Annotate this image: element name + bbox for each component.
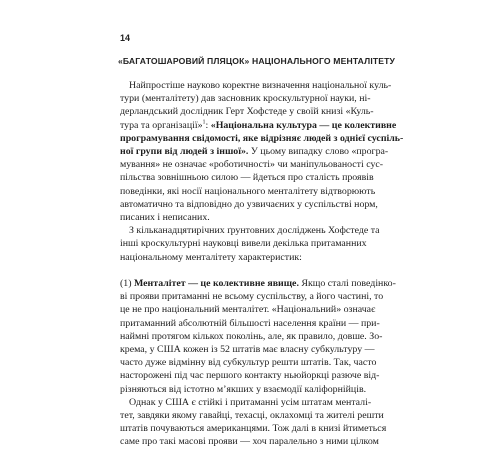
text-run: Якщо сталі поведінко- — [298, 278, 396, 290]
text-line: крема, у США кожен із 52 штатів має власну субкультуру — — [120, 344, 375, 356]
paragraph-definition — [120, 79, 404, 224]
quote-bold: «Національна культура — це колективне — [210, 119, 397, 131]
paragraph-list-item-1 — [120, 277, 396, 449]
text-line: часто дуже відмінну від субкультур решти штатів. Так, часто — [120, 357, 377, 369]
text-line: національному менталітету характеристик: — [120, 251, 302, 263]
text-line: поведінки, які носії національного менталітету відтворюють — [120, 185, 376, 197]
text-run: У цьому випадку слово «програ- — [248, 146, 389, 158]
text-line: автоматично та відповідно до узвичаєних у суспільстві норм, — [120, 198, 378, 210]
list-item-heading: Менталітет — це колективне явище. — [133, 278, 299, 290]
text-line — [120, 277, 396, 290]
text-line: тури (менталітету) дав засновник кроскультурної науки, ні- — [120, 93, 371, 105]
paragraph-characteristics-intro — [120, 224, 382, 264]
text-line: Однак у США є стійкі і притаманні усім штатам менталі- — [129, 396, 372, 408]
quote-bold-line: програмування свідомості, яке відрізняє людей з однієї суспіль- — [120, 132, 404, 144]
text-line: інші кроскультурні науковці вивели декілька притаманних — [120, 238, 367, 250]
text-line — [120, 145, 389, 158]
text-line: насторожені під час першого контакту ньюйоркці разюче від- — [120, 370, 380, 382]
text-line: різняються від істотно м’якших у взаємодії каліфорнійців. — [120, 383, 367, 395]
list-number: (1) — [120, 278, 134, 290]
text-line — [120, 119, 397, 132]
text-line: ві прояви притаманні не всьому суспільству, а його частині, то — [120, 291, 384, 303]
footnote-marker: 1 — [202, 119, 206, 126]
text-line: дерландський дослідник Герт Хофстеде у своїй книзі «Куль- — [120, 106, 374, 118]
text-run: : — [205, 119, 211, 131]
text-line: саме про такі масові прояви — хоч паралельно з ними цілком — [120, 436, 379, 448]
text-line: притаманний абсолютній більшості населення країни — при- — [120, 317, 380, 329]
text-line: писаних і неписаних. — [120, 212, 210, 224]
text-line: мування» не означає «роботичності» чи маніпульованості сус- — [120, 159, 384, 171]
text-line: штатів почуваються американцями. Тож далі в книзі йтиметься — [120, 423, 387, 435]
text-run: тура та організації» — [120, 119, 203, 131]
text-line: наймні протягом кількох поколінь, але, як правило, довше. Зо- — [120, 330, 383, 342]
paragraph-gap — [120, 264, 382, 277]
text-line: З кільканадцятирічних ґрунтовних досліджень Хофстеде та — [129, 225, 380, 237]
text-line: Найпростіше науково коректне визначення національної куль- — [129, 80, 392, 91]
text-line: пільства зовнішньою силою — йдеться про сталість проявів — [120, 172, 374, 184]
text-line: це не про національний менталітет. «Національний» означає — [120, 304, 376, 316]
text-line: тет, завдяки якому гавайці, техасці, оклахомці та жителі решти — [120, 410, 384, 422]
running-head: «БАГАТОШАРОВИЙ ПЛЯЦОК» НАЦІОНАЛЬНОГО МЕНТАЛІТЕТУ — [118, 56, 396, 66]
quote-bold: ної групи від людей з іншої». — [120, 146, 249, 158]
body-text — [120, 79, 404, 449]
page-number: 14 — [120, 33, 131, 43]
